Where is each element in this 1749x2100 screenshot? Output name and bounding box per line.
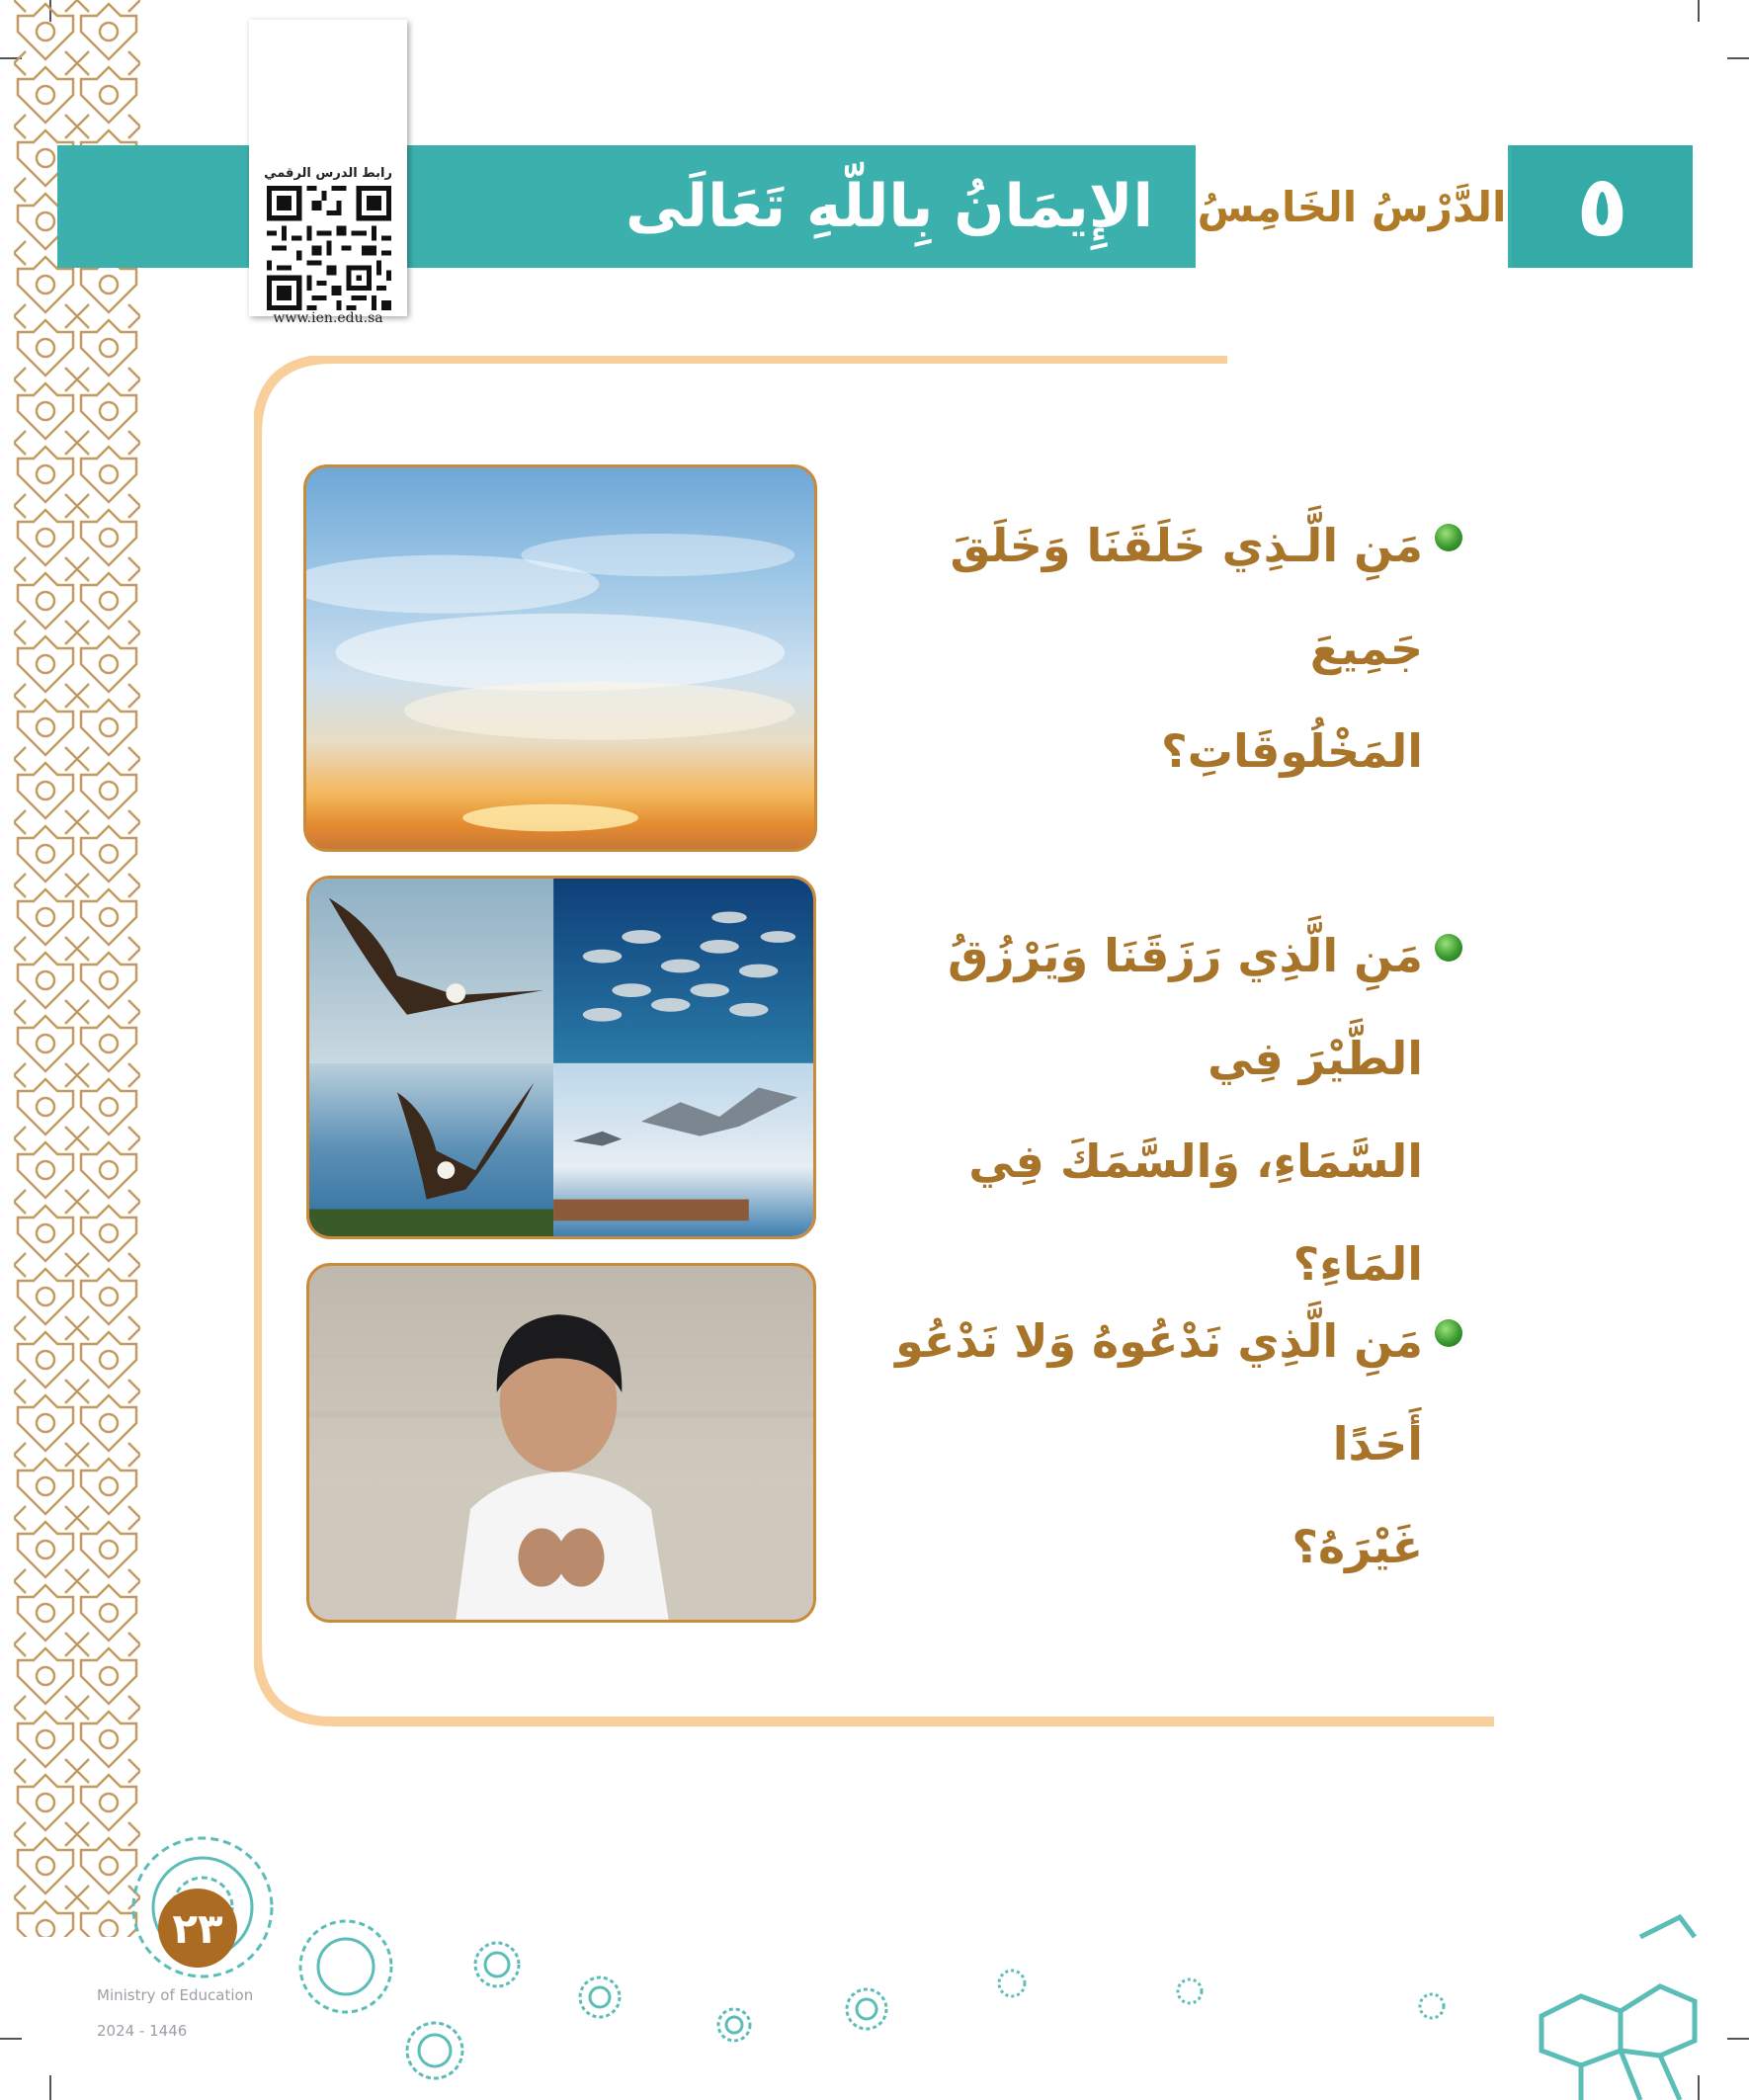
- qr-url[interactable]: www.ien.edu.sa: [273, 310, 383, 326]
- bullet-icon: [1435, 524, 1462, 551]
- bullet-icon: [1435, 1319, 1462, 1347]
- birds-and-fish-photo: [306, 876, 816, 1239]
- lesson-title-box: [583, 158, 1196, 255]
- lesson-label: الدَّرْسُ الخَامِسُ: [1197, 182, 1507, 231]
- question-1-line-2: المَخْلُوقَاتِ؟: [1161, 724, 1423, 778]
- question-2-line-2: السَّمَاءِ، وَالسَّمَكَ فِي المَاءِ؟: [968, 1134, 1423, 1291]
- question-3: [870, 1290, 1423, 1598]
- page-number: ٢٣: [172, 1903, 223, 1953]
- footer-year: 2024 - 1446: [97, 2022, 188, 2040]
- question-3-line-1: مَنِ الَّذِي نَدْعُوهُ وَلا نَدْعُو أَحَدًا: [895, 1314, 1423, 1470]
- lesson-number-box: [1512, 145, 1693, 268]
- question-3-line-2: غَيْرَهُ؟: [1291, 1520, 1423, 1573]
- page-number-badge: [158, 1889, 237, 1968]
- lesson-label-box: [1196, 145, 1508, 268]
- footer-ministry-text: Ministry of Education: [97, 1986, 254, 2004]
- footer-rosettes-decoration: [0, 1828, 1749, 2100]
- bullet-icon: [1435, 934, 1462, 962]
- lesson-title: الإِيمَانُ بِاللّهِ تَعَالَى: [625, 172, 1154, 241]
- qr-card[interactable]: [249, 20, 407, 326]
- question-1-line-1: مَنِ الَّـذِي خَلَقَنَا وَخَلَقَ جَمِيعَ: [950, 519, 1423, 675]
- decorative-pattern-strip: [14, 0, 140, 1937]
- question-1: [870, 494, 1423, 802]
- qr-caption: رابط الدرس الرقمي: [264, 166, 392, 181]
- question-2-line-1: مَنِ الَّذِي رَزَقَنَا وَيَرْزُقُ الطَّيْرَ فِي: [948, 929, 1423, 1085]
- qr-code-icon[interactable]: [267, 186, 391, 310]
- lesson-number: ٥: [1576, 157, 1628, 256]
- boy-praying-photo: [306, 1263, 816, 1623]
- sky-sunset-photo: [303, 464, 817, 852]
- question-2: [870, 904, 1423, 1315]
